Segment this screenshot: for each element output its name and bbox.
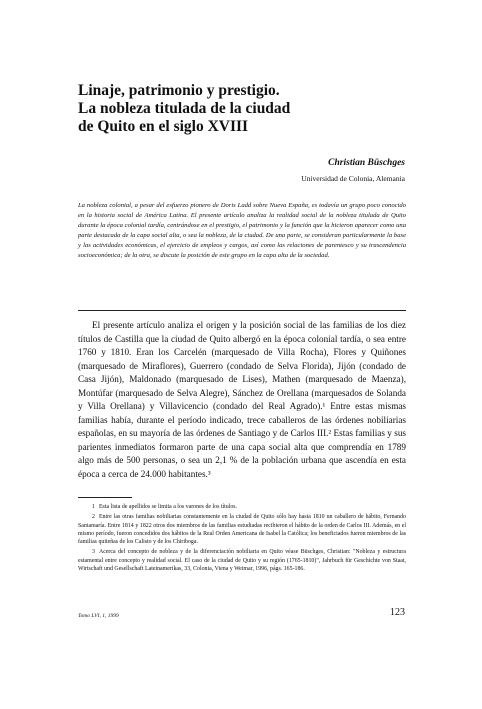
abstract: La nobleza colonial, a pesar del esfuerzo pionero de Doris Ladd sobre Nueva España, es todavía un grupo poco conocido en la historia social de América Latina. El presente artículo analiza la realidad social de la nobleza titulada de Quito durante la época colonial tardía, centrándose en el prestigio, el patrimonio y la función que la hicieron aparecer como una parte destacada de la capa social alta, o sea la nobleza, de la ciudad. De una parte, se consideran particularmente la base y las actividades económicas, el ejercicio de empleos y cargos, así como las relaciones de parentesco y su trascendencia socioeconómica; de la otra, se discute la posición de este grupo en la capa alta de la sociedad. bbox=[78, 202, 406, 259]
author-name: Christian Büschges bbox=[328, 158, 405, 168]
footnote-number: 3 bbox=[92, 549, 95, 556]
title-line-2: La nobleza titulada de la ciudad bbox=[78, 100, 291, 117]
article-title bbox=[78, 82, 408, 136]
footnote-3 bbox=[78, 548, 406, 573]
footnote-number: 2 bbox=[92, 514, 95, 521]
body-paragraph: El presente artículo analiza el origen y la posición social de las familias de los diez títulos de Castilla que la ciudad de Quito albergó en la época colonial tardía, o sea entre 1760 y 1810. Eran los Carcelén (marquesado de Villa Rocha), Flores y Quiñones (marquesado de Miraflores), Guerrero (condado de Selva Florida), Jijón (condado de Casa Jijón), Maldonado (marquesado de Lises), Mathen (marquesado de Maenza), Montúfar (marquesado de Selva Alegre), Sánchez de Orellana (marquesados de Solanda y Villa Orellana) y Villavicencio (condado del Real Agrado).¹ Entre estas mismas familias había, durante el período indicado, trece caballeros de las órdenes nobiliarias españolas, en su mayoría de las órdenes de Santiago y de Carlos III.² Estas familias y sus parientes inmediatos formaron parte de una capa social alta que comprendía en 1789 algo más de 500 personas, o sea un 2,1 % de la población urbana que ascendía en esta época a cerca de 24.000 habitantes.³ bbox=[78, 320, 406, 480]
footnote-text: Esta lista de apellidos se limita a los varones de los títulos. bbox=[98, 504, 238, 510]
page-number: 123 bbox=[390, 607, 405, 618]
footnote-text: Entre las otras familias nobiliarias constantemente en la ciudad de Quito sólo hay hasta 1810 un caballero de hábito, Fernando Santamaría. Entre 1814 y 1822 otros dos miembros de las familias estudiadas recibieron el hábito de la orden de Carlos III. Además, en el mismo período, fueron concedidos dos hábitos de la Real Orden Americana de Isabel la Católica; los beneficiados fueron miembros de las familias quiteñas de los Calisto y de los Chiriboga. bbox=[78, 514, 406, 546]
title-line-1: Linaje, patrimonio y prestigio. bbox=[78, 82, 280, 99]
footnote-divider bbox=[78, 497, 132, 498]
journal-reference: Tomo LVI, 1, 1999 bbox=[78, 613, 119, 619]
title-line-3: de Quito en el siglo XVIII bbox=[78, 118, 249, 135]
footnote-2 bbox=[78, 513, 406, 546]
footnote-1 bbox=[78, 503, 406, 511]
footnotes bbox=[78, 503, 406, 575]
footnote-text: Acerca del concepto de nobleza y de la diferenciación nobiliaria en Quito véase Büschges, Christian: "Nobleza y estructura estamental entre concepto y realidad social. El caso de la ciudad de Quito y su región (1765-1810)", Jahrbuch für Geschichte von Staat, Wirtschaft und Gesellschaft Lateinamerikas, 33, Colonia, Viena y Weimar, 1996, págs. 165-186. bbox=[78, 549, 406, 573]
author-affiliation: Universidad de Colonia, Alemania bbox=[301, 174, 405, 183]
abstract-divider bbox=[78, 310, 406, 311]
footnote-number: 1 bbox=[92, 504, 95, 510]
